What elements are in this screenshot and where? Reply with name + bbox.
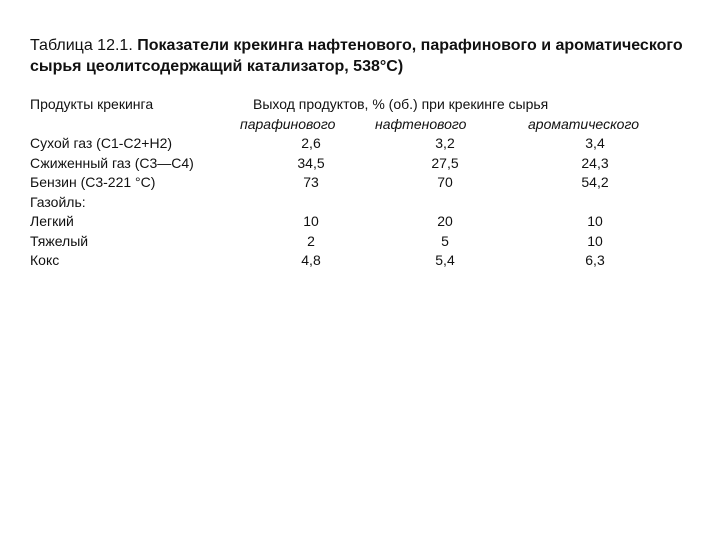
- value-naphthenic: 70: [437, 174, 453, 190]
- value-paraffinic: 10: [303, 213, 319, 229]
- yield-group-header: Выход продуктов, % (об.) при крекинге сырья: [253, 96, 549, 112]
- header-row: [30, 95, 700, 115]
- table-row: [30, 193, 700, 213]
- products-column-header: Продукты крекинга: [30, 96, 154, 112]
- value-aromatic: 54,2: [581, 174, 609, 190]
- table-title: [30, 35, 690, 77]
- row-label: Сухой газ (С1-С2+Н2): [30, 135, 173, 151]
- table-caption: Показатели крекинга нафтенового, парафинового и ароматического сырья цеолитсодержащий катализатор, 538°С): [30, 37, 683, 75]
- table-row: [30, 251, 700, 271]
- value-paraffinic: 34,5: [297, 154, 325, 171]
- table-number: Таблица 12.1.: [30, 37, 133, 54]
- column-header-aromatic: ароматического: [528, 115, 639, 132]
- value-naphthenic: 27,5: [431, 154, 459, 171]
- value-aromatic: 24,3: [581, 154, 609, 171]
- column-header-paraffinic: парафинового: [240, 115, 336, 132]
- value-aromatic: 10: [587, 232, 603, 249]
- row-label: Легкий: [30, 213, 74, 229]
- value-paraffinic: 73: [303, 174, 319, 190]
- value-paraffinic: 2: [307, 232, 315, 249]
- subheader-row: [30, 115, 700, 135]
- value-paraffinic: 2,6: [301, 135, 321, 151]
- row-label: Кокс: [30, 252, 60, 268]
- table-row: [30, 173, 700, 193]
- value-naphthenic: 5,4: [435, 252, 455, 268]
- table-row: [30, 134, 700, 154]
- row-label: Газойль:: [30, 193, 86, 210]
- table-row: [30, 212, 700, 232]
- value-aromatic: 10: [587, 213, 603, 229]
- value-aromatic: 3,4: [585, 135, 605, 151]
- value-paraffinic: 4,8: [301, 252, 321, 268]
- data-table: [30, 95, 700, 271]
- row-label: Сжиженный газ (С3—С4): [30, 154, 194, 171]
- table-row: [30, 154, 700, 174]
- value-naphthenic: 20: [437, 213, 453, 229]
- column-header-naphthenic: нафтенового: [375, 115, 467, 132]
- value-naphthenic: 5: [441, 232, 449, 249]
- row-label: Бензин (С3-221 °С): [30, 174, 156, 190]
- value-naphthenic: 3,2: [435, 135, 455, 151]
- value-aromatic: 6,3: [585, 252, 605, 268]
- row-label: Тяжелый: [30, 232, 89, 249]
- table-row: [30, 232, 700, 252]
